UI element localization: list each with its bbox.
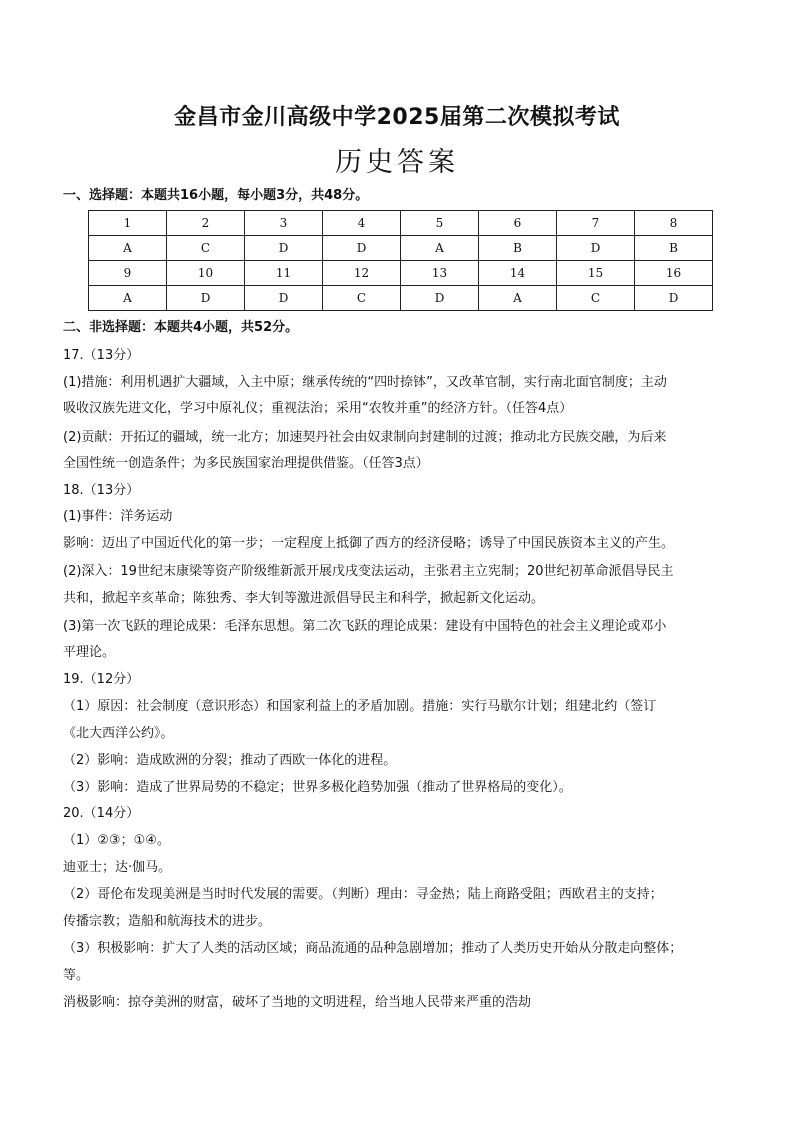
answer-cell: D	[635, 286, 713, 311]
answer-line: 《北大西洋公约》。	[63, 726, 174, 741]
answer-line: 等。	[63, 968, 90, 983]
question-number-cell: 15	[557, 261, 635, 286]
question-number-cell: 8	[635, 211, 713, 236]
answer-subtitle: 历史答案	[335, 147, 459, 178]
answer-cell: A	[401, 236, 479, 261]
table-row	[89, 286, 713, 311]
answer-line: (2)贡献：开拓辽的疆域，统一北方；加速契丹社会由奴隶制向封建制的过渡；推动北方民族交融，为后来	[63, 430, 667, 445]
table-row	[89, 211, 713, 236]
answer-cell: D	[167, 286, 245, 311]
answer-line: 吸收汉族先进文化，学习中原礼仪；重视法治；采用“农牧并重”的经济方针。（任答4点）	[63, 401, 573, 416]
answer-cell: B	[479, 236, 557, 261]
answer-line: （2）哥伦布发现美洲是当时时代发展的需要。（判断）理由：寻金热；陆上商路受阻；西欧君主的支持；	[63, 887, 663, 902]
part1-heading: 一、选择题：本题共16小题，每小题3分，共48分。	[63, 188, 369, 203]
exam-title: 金昌市金川高级中学2025届第二次模拟考试	[174, 105, 620, 130]
answer-line: （3）积极影响：扩大了人类的活动区域；商品流通的品种急剧增加；推动了人类历史开始从分散走向整体；	[63, 941, 683, 956]
question-number-cell: 10	[167, 261, 245, 286]
choice-answer-table	[88, 210, 713, 311]
answer-cell: C	[557, 286, 635, 311]
answer-cell: D	[245, 236, 323, 261]
answer-line: （1）②③；①④。	[63, 833, 170, 848]
question-number-cell: 7	[557, 211, 635, 236]
answer-cell: D	[245, 286, 323, 311]
answer-line: 迪亚士；达·伽马。	[63, 860, 172, 875]
answer-cell: C	[167, 236, 245, 261]
answer-line: (1)措施：利用机遇扩大疆域，入主中原；继承传统的“四时捺钵”，又改革官制，实行南北面官制度；主动	[63, 375, 667, 390]
question-number-cell: 9	[89, 261, 167, 286]
question-19-heading: 19.（12分）	[63, 672, 140, 687]
answer-line: 影响：迈出了中国近代化的第一步；一定程度上抵御了西方的经济侵略；诱导了中国民族资本主义的产生。	[63, 536, 675, 551]
answer-line: （1）原因：社会制度（意识形态）和国家利益上的矛盾加剧。措施：实行马歇尔计划；组建北约（签订	[63, 699, 657, 714]
answer-cell: A	[479, 286, 557, 311]
part2-heading: 二、非选择题：本题共4小题，共52分。	[63, 320, 299, 335]
table-row	[89, 236, 713, 261]
answer-line: 传播宗教；造船和航海技术的进步。	[63, 914, 272, 929]
question-number-cell: 3	[245, 211, 323, 236]
answer-line: （2）影响：造成欧洲的分裂；推动了西欧一体化的进程。	[63, 753, 397, 768]
answer-cell: A	[89, 286, 167, 311]
table-row	[89, 261, 713, 286]
question-number-cell: 6	[479, 211, 557, 236]
answer-line: (3)第一次飞跃的理论成果：毛泽东思想。第二次飞跃的理论成果：建设有中国特色的社会主义理论或邓小	[63, 619, 667, 634]
answer-cell: D	[323, 236, 401, 261]
question-number-cell: 5	[401, 211, 479, 236]
question-number-cell: 14	[479, 261, 557, 286]
answer-cell: D	[557, 236, 635, 261]
question-number-cell: 16	[635, 261, 713, 286]
answer-line: （3）影响：造成了世界局势的不稳定；世界多极化趋势加强（推动了世界格局的变化）。	[63, 780, 572, 795]
answer-cell: A	[89, 236, 167, 261]
question-number-cell: 4	[323, 211, 401, 236]
question-number-cell: 12	[323, 261, 401, 286]
question-18-heading: 18.（13分）	[63, 483, 140, 498]
question-number-cell: 11	[245, 261, 323, 286]
answer-line: 消极影响：掠夺美洲的财富，破坏了当地的文明进程，给当地人民带来严重的浩劫	[63, 995, 532, 1010]
question-number-cell: 1	[89, 211, 167, 236]
answer-cell: C	[323, 286, 401, 311]
answer-cell: B	[635, 236, 713, 261]
answer-line: 共和，掀起辛亥革命；陈独秀、李大钊等激进派倡导民主和科学，掀起新文化运动。	[63, 591, 545, 606]
question-20-heading: 20.（14分）	[63, 806, 140, 821]
question-17-heading: 17.（13分）	[63, 348, 140, 363]
answer-line: 全国性统一创造条件；为多民族国家治理提供借鉴。（任答3点）	[63, 456, 429, 471]
answer-cell: D	[401, 286, 479, 311]
answer-line: (1)事件：洋务运动	[63, 509, 173, 524]
answer-line: 平理论。	[63, 645, 116, 660]
question-number-cell: 13	[401, 261, 479, 286]
question-number-cell: 2	[167, 211, 245, 236]
answer-line: (2)深入：19世纪末康梁等资产阶级维新派开展戊戌变法运动，主张君主立宪制；20世纪初革命派倡导民主	[63, 564, 674, 579]
